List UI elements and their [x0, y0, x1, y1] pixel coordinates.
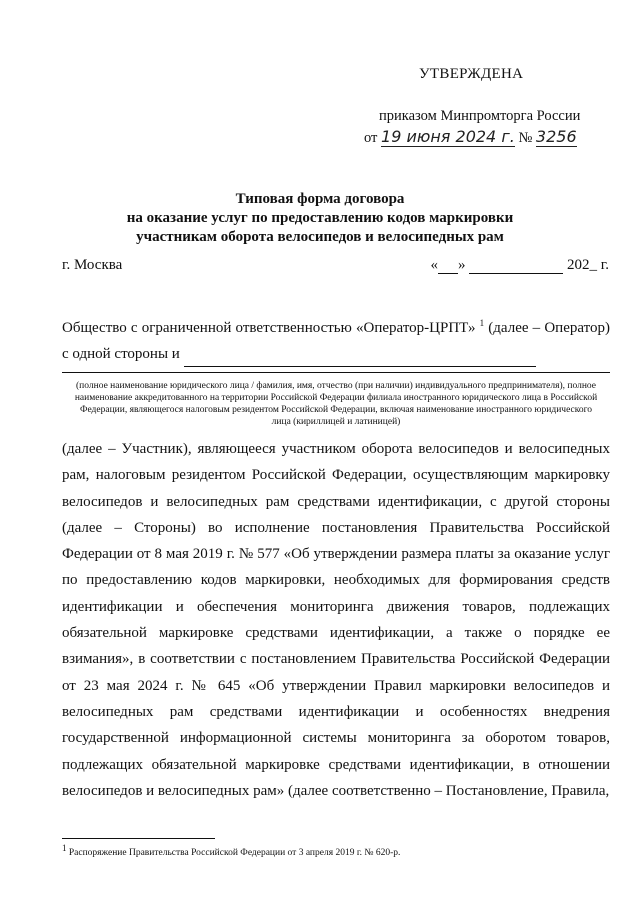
party-name-caption: (полное наименование юридического лица / фамилия, имя, отчество (при наличии) индивидуального предпринимателя), полное наименование аккредитованного на территории Российской Федерации филиала иностранного юридического лица в Российской Федерации, являющегося налоговым резидентом Российской Федерации, включая наименование иностранного юридического лица (кириллицей и латиницей): [74, 381, 598, 427]
date-open-quote: «: [430, 257, 439, 273]
footnote: [62, 843, 400, 858]
approval-order-line: приказом Минпромторга России: [379, 108, 581, 124]
intro-rest: (далее – Оператор) с одной стороны и: [62, 320, 610, 362]
title-line-1: Типовая форма договора: [235, 191, 405, 207]
title-line-2: на оказание услуг по предоставлению кодов маркировки: [126, 210, 514, 226]
contract-date: [431, 257, 609, 274]
intro-paragraph: [62, 310, 610, 367]
contract-place: г. Москва: [62, 257, 123, 273]
footnote-mark: 1: [62, 843, 67, 853]
approval-stamp: УТВЕРЖДЕНА: [419, 66, 524, 82]
date-close-quote: »: [458, 257, 466, 273]
month-blank: [469, 259, 563, 274]
date-prefix: от: [364, 130, 378, 146]
number-prefix: №: [518, 130, 533, 146]
approval-date-line: [364, 127, 577, 147]
document-title: [0, 190, 640, 247]
footnote-divider: [62, 838, 215, 839]
body-paragraph: (далее – Участник), являющееся участником оборота велосипедов и велосипедных рам, налоговым резидентом Российской Федерации, осуществляющим маркировку велосипедов и велосипедных рам средствами идентификации, с другой стороны (далее – Стороны) во исполнение постановления Правительства Российской Федерации от 8 мая 2019 г. № 577 «Об утверждении размера платы за оказание услуг по предоставлению кодов маркировки, необходимых для формирования средств идентификации и обеспечения мониторинга движения товаров, подлежащих обязательной маркировке средствами идентификации, а также о порядке ее взимания», в соответствии с постановлением Правительства Российской Федерации от 23 мая 2024 г. № 645 «Об утверждении Правил маркировки велосипедов и велосипедных рам средствами идентификации и особенностях внедрения государственной информационной системы мониторинга за оборотом товаров, подлежащих обязательной маркировке средствами идентификации, в отношении велосипедов и велосипедных рам» (далее соответственно – Постановление, Правила,: [62, 441, 610, 799]
title-line-3: участникам оборота велосипедов и велосипедных рам: [136, 229, 504, 245]
intro-footnote-mark: 1: [479, 318, 485, 328]
party-name-line: [62, 372, 610, 373]
footnote-text: Распоряжение Правительства Российской Федерации от 3 апреля 2019 г. № 620-р.: [68, 848, 401, 859]
day-blank: [438, 259, 458, 274]
handwritten-date: 19 июня 2024 г.: [381, 127, 515, 146]
party-name-blank: [184, 352, 536, 367]
date-year: 202_ г.: [567, 257, 609, 273]
handwritten-number: 3256: [535, 127, 577, 146]
intro-text: Общество с ограниченной ответственностью «Оператор-ЦРПТ»: [62, 320, 476, 336]
